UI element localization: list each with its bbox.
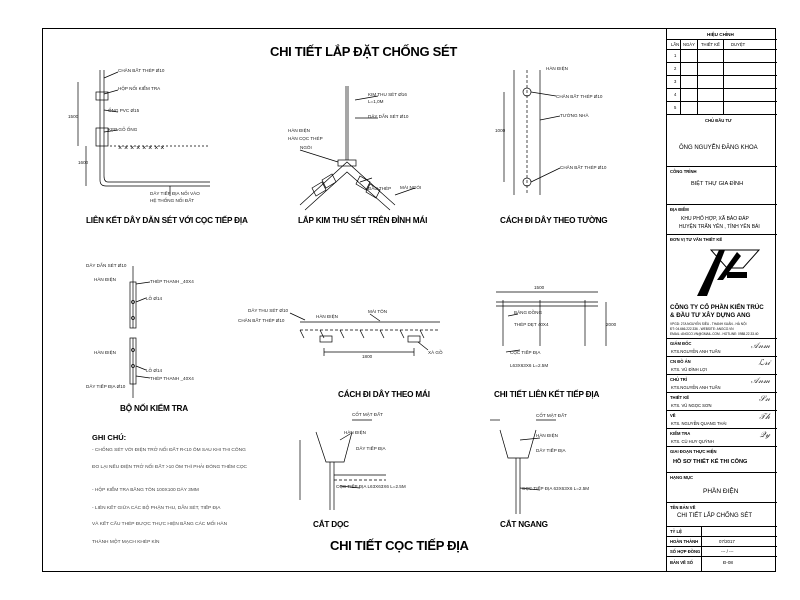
project-label: CÔNG TRÌNH (670, 169, 697, 174)
detail-6-drawing (496, 292, 606, 352)
investor-name: ÔNG NGUYỄN ĐĂNG KHOA (679, 145, 758, 151)
svg-text:× × × × × × × ×: × × × × × × × × (118, 145, 165, 152)
d5-label: HÀN ĐIỆN (316, 314, 338, 319)
d2-label: HÀN ĐIỆN (288, 128, 310, 133)
role-name: KTS.NGUYỄN ANH TUẤN (671, 349, 721, 354)
d1-label: DÂY TIẾP ĐỊA NỐI VÀO (150, 191, 200, 196)
d6-label: BĂNG ĐỒNG (514, 310, 543, 315)
phase-value: HỒ SƠ THIẾT KẾ THI CÔNG (673, 459, 748, 465)
revision-row: 2 (674, 66, 677, 71)
d5-label: CHÂN BẮT THÉP Ø10 (238, 318, 285, 323)
category-value: PHẦN ĐIỆN (703, 488, 739, 495)
d2-label: L=1,0M (368, 99, 384, 104)
role-label: KIỂM TRA (670, 431, 691, 436)
revision-col: NGÀY (683, 42, 695, 47)
d2-label: MÁI NGÓI (400, 185, 422, 190)
category-label: HẠNG MỤC (670, 475, 694, 480)
d5-label: DÂY THU SÉT Ø10 (248, 308, 289, 313)
revision-row: 1 (674, 53, 677, 58)
d4-label: THÉP THANH _40X4 (150, 279, 194, 284)
notes-line: ĐO LẠI NẾU ĐIỆN TRỞ NỐI ĐẤT >10 ÔM THÌ PHẢI ĐÓNG THÊM CỌC (92, 465, 248, 470)
notes-line: THÀNH MỘT MẠCH KHÉP KÍN (92, 540, 160, 545)
signature: 𝒮𝓃 (758, 394, 770, 403)
d3-label: TƯỜNG NHÀ (560, 113, 589, 118)
revision-col: THIẾT KẾ (701, 42, 720, 47)
role-label: VẼ (670, 413, 676, 418)
d8-label: DÂY TIẾP ĐỊA (536, 448, 566, 453)
detail-5-drawing (290, 313, 440, 356)
d7-label: HÀN ĐIỆN (344, 430, 366, 435)
sheet-name-value: CHI TIẾT LẮP CHỐNG SÉT (677, 513, 753, 519)
investor-label: CHỦ ĐẦU TƯ (705, 118, 732, 123)
role-name: KTS. VŨ NGỌC SƠN (671, 403, 712, 408)
role-name: KTS.NGUYỄN ANH TUẤN (671, 385, 721, 390)
detail-2-caption: LẮP KIM THU SÉT TRÊN ĐỈNH MÁI (298, 216, 428, 225)
drawing-title-bottom: CHI TIẾT CỌC TIẾP ĐỊA (330, 538, 469, 553)
revision-row: 4 (674, 92, 677, 97)
d5-label: MÁI TÔN (368, 309, 388, 314)
d4-label: HÀN ĐIỆN (94, 350, 116, 355)
revision-row: 5 (674, 105, 677, 110)
d4-label: DÂY DẪN SÉT Ø10 (86, 263, 127, 268)
company-name: CÔNG TY CỔ PHẦN KIẾN TRÚC (670, 304, 764, 311)
detail-2-drawing (300, 86, 415, 210)
signature: 𝒯𝒽 (759, 412, 770, 421)
d1-label: ỐNG PVC Ø15 (108, 108, 140, 113)
notes-line: - CHỐNG SÉT VỚI ĐIỆN TRỞ NỐI ĐẤT R<10 ÔM SAU KHI THI CÔNG (92, 448, 246, 453)
d8-label: CỌC TIẾP ĐỊA 63X63X6 L=2.5M (522, 486, 590, 491)
revision-header: HIỆU CHỈNH (707, 32, 734, 37)
d2-label: HÀN CỌC THÉP (288, 136, 323, 141)
d1-dim: 1500 (68, 114, 79, 119)
role-label: THIẾT KẾ (670, 395, 690, 400)
role-label: CN ĐỒ ÁN (670, 359, 691, 364)
phase-label: GIAI ĐOẠN THỰC HIỆN (670, 449, 717, 454)
d2-label: NGÓI (300, 145, 312, 150)
d5-label: XÀ GỒ (428, 350, 443, 355)
completed-label: HOÀN THÀNH (670, 539, 699, 544)
notes-line: VÀ KẾT CẤU THÉP ĐƯỢC THỰC HIỆN BẰNG CÁC MỐI HÀN (92, 522, 228, 527)
company-contact: ĐT: 04.666.222.336 - WEBSITE: ANGCO.VN (670, 327, 734, 331)
d3-label: CHÂN BẮT THÉP Ø10 (556, 94, 603, 99)
role-name: KTS. NGUYỄN QUANG THÁI (671, 421, 727, 426)
detail-3-drawing (504, 70, 560, 195)
d2-label: KIM THU SÉT Ø16 (368, 92, 407, 97)
completed-value: 07/2017 (719, 539, 735, 544)
detail-7-caption: CẮT DỌC (313, 520, 349, 529)
sheet-name-label: TÊN BẢN VẼ (670, 505, 696, 510)
revision-col: DUYỆT (731, 42, 746, 47)
signature: 𝒬𝓎 (759, 430, 770, 439)
scale-label: TỶ LỆ (670, 529, 682, 534)
d1-label: HỆ THỐNG NỐI ĐẤT (150, 198, 195, 203)
detail-5-caption: CÁCH ĐI DÂY THEO MÁI (338, 390, 430, 399)
d4-label: LỖ Ø14 (146, 368, 163, 373)
role-label: GIÁM ĐỐC (670, 341, 692, 346)
signature: ℒ𝓇𝒾 (758, 358, 770, 367)
contract-value: --- / --- (721, 549, 734, 554)
d5-dim: 1800 (362, 354, 373, 359)
location-label: ĐỊA ĐIỂM (670, 207, 689, 212)
d2-label: DÂY DẪN SÉT Ø10 (368, 114, 409, 119)
company-name: & ĐẦU TƯ XÂY DỰNG ANG (670, 312, 751, 319)
d8-label: CỐT MẶT ĐẤT (536, 413, 567, 418)
signature: 𝒜𝓃𝓂 (750, 341, 770, 350)
detail-4-drawing (130, 266, 150, 398)
detail-7-drawing (300, 420, 386, 510)
title-block (666, 28, 776, 572)
detail-1-caption: LIÊN KẾT DÂY DẪN SÉT VỚI CỌC TIẾP ĐỊA (86, 216, 248, 225)
role-name: KTS. CÙ HUY QUỲNH (671, 439, 714, 444)
role-label: CHỦ TRÌ (670, 377, 687, 382)
d7-label: CỌC TIẾP ĐỊA L63X63X6 L=2.5M (336, 484, 406, 489)
sheet-no-value: Đ-08 (723, 560, 733, 565)
project-name: BIỆT THỰ GIA ĐÌNH (691, 181, 744, 187)
d8-label: HÀN ĐIỆN (536, 433, 558, 438)
d4-label: DÂY TIẾP ĐỊA Ø10 (86, 384, 126, 389)
d1-dim: 1600 (78, 160, 89, 165)
d6-dim: 2000 (606, 322, 617, 327)
location-line: HUYỆN TRẤN YÊN , TỈNH YÊN BÁI (679, 224, 760, 230)
detail-6-caption: CHI TIẾT LIÊN KẾT TIẾP ĐỊA (494, 390, 600, 399)
d2-label: ĐẦU THÉP (368, 186, 392, 191)
signature: 𝒜𝓃𝓂 (750, 376, 770, 385)
company-contact: VPGD: 27A NGUYỄN SIÊU - THANH XUÂN - HÀ NỘI (670, 322, 747, 326)
d1-label: KẸP GỖ ỐNG (108, 127, 138, 132)
d6-label: THÉP DẸT 40X4 (514, 322, 549, 327)
location-line: KHU PHỐ HỢP, XÃ BẢO ĐÁP (681, 216, 749, 222)
company-contact: EMAIL: ANGCO.VN@GMAIL.COM - HOTLINE: 0988.22.33.40 (670, 332, 759, 336)
drawing-title-top: CHI TIẾT LẮP ĐẶT CHỐNG SÉT (270, 44, 457, 59)
company-logo (667, 242, 777, 302)
sheet-no-label: BẢN VẼ SỐ (670, 560, 694, 565)
d3-label: HÀN ĐIỆN (546, 66, 568, 71)
d6-label: CỌC TIẾP ĐỊA (510, 350, 541, 355)
revision-col: LẦN (671, 42, 680, 47)
notes-line: - HỘP KIỂM TRA BẰNG TÔN 100X100 DÀY 3MM (92, 488, 199, 493)
d7-label: DÂY TIẾP ĐỊA (356, 446, 386, 451)
d7-label: CỐT MẶT ĐẤT (352, 412, 383, 417)
d6-dim: 1500 (534, 285, 545, 290)
d3-label: CHÂN BẮT THÉP Ø10 (560, 165, 607, 170)
notes-heading: GHI CHÚ: (92, 433, 127, 442)
role-name: KTS. VŨ ĐÌNH LỢI (671, 367, 707, 372)
d3-dim: 1000 (495, 128, 506, 133)
d4-label: LỖ Ø14 (146, 296, 163, 301)
d1-label: CHÂN BẮT THÉP Ø10 (118, 68, 165, 73)
notes-line: - LIÊN KẾT GIỮA CÁC BỘ PHẬN THU, DẪN SÉT, TIẾP ĐỊA (92, 506, 221, 511)
d4-label: THÉP THANH _40X4 (150, 376, 194, 381)
detail-8-caption: CẮT NGANG (500, 520, 548, 529)
revision-row: 3 (674, 79, 677, 84)
d1-label: HỘP NỐI KIỂM TRA (118, 86, 161, 91)
detail-4-caption: BỘ NỐI KIỂM TRA (120, 404, 188, 413)
contract-label: SỐ HỢP ĐỒNG (670, 549, 701, 554)
d6-label: L63X63X6 L=2.5M (510, 363, 549, 368)
consultant-label: ĐƠN VỊ TƯ VẤN THIẾT KẾ (670, 237, 723, 242)
detail-3-caption: CÁCH ĐI DÂY THEO TƯỜNG (500, 216, 608, 225)
d4-label: HÀN ĐIỆN (94, 277, 116, 282)
